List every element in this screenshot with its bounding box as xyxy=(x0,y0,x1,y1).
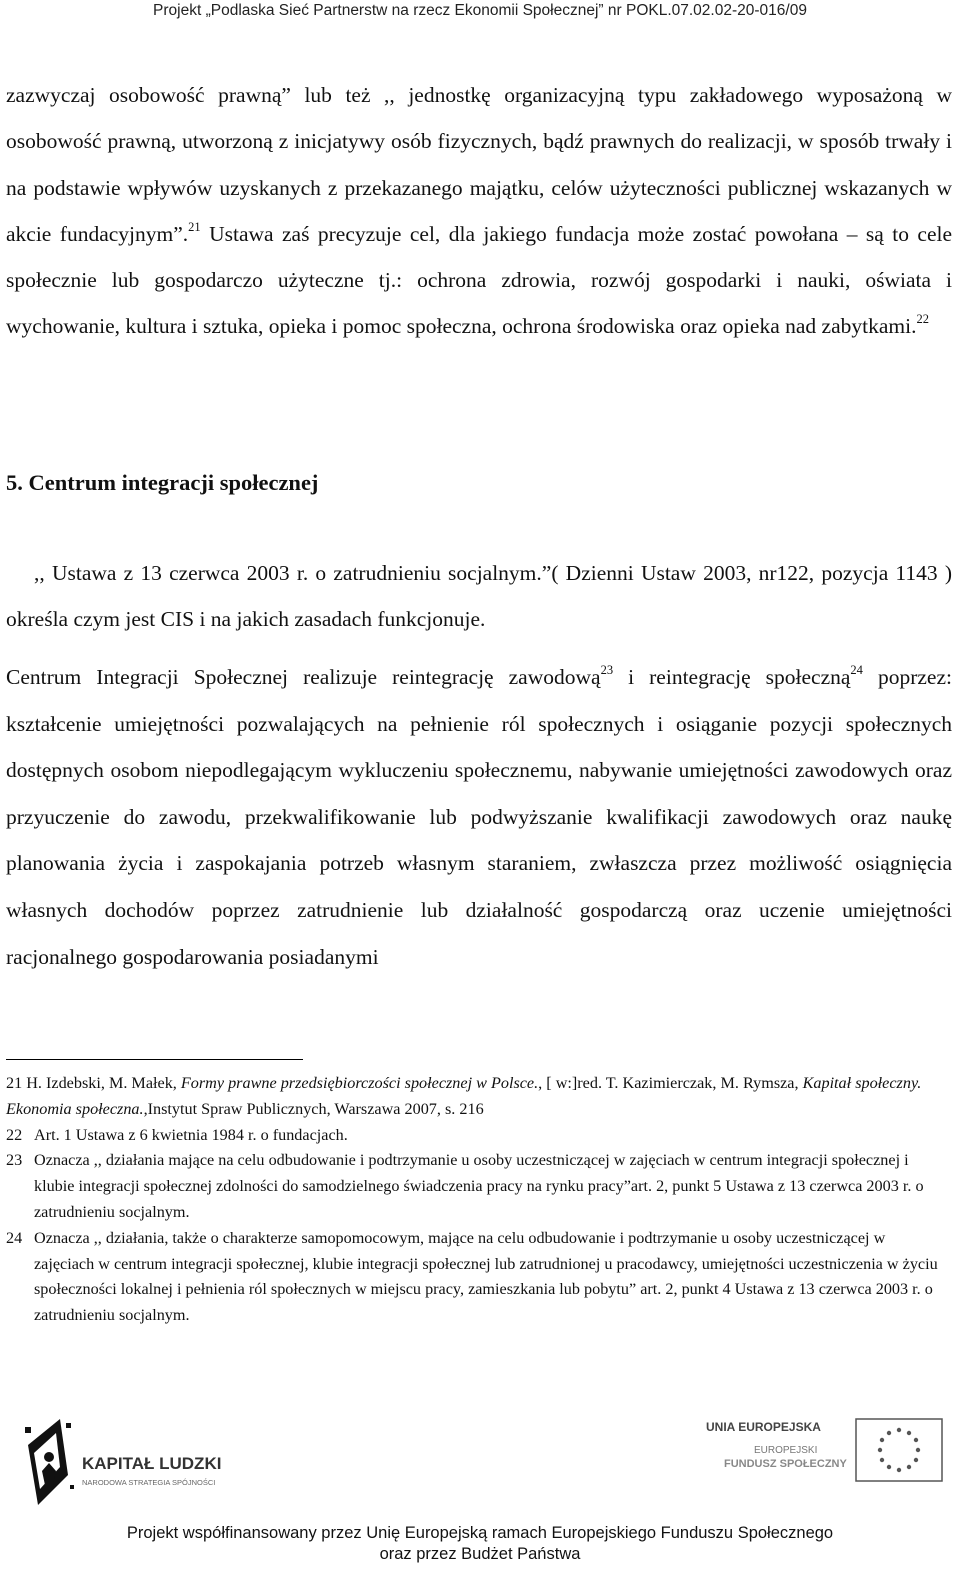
page-header: Projekt „Podlaska Sieć Partnerstw na rzecz Ekonomii Społecznej” nr POKL.07.02.02-20-016/09 xyxy=(153,2,807,19)
footnote-ref-23: 23 xyxy=(600,663,614,677)
footer-line-2: oraz przez Budżet Państwa xyxy=(379,1545,581,1563)
footnote-text: 21 H. Izdebski, M. Małek, xyxy=(6,1074,181,1092)
footnote-divider xyxy=(6,1059,303,1060)
footnote-text: , [ w:]red. T. Kazimierczak, M. Rymsza, xyxy=(538,1074,803,1092)
footnote-text: Art. 1 Ustawa z 6 kwietnia 1984 r. o fundacjach. xyxy=(34,1125,348,1144)
eu-logo-line1: UNIA EUROPEJSKA xyxy=(706,1420,821,1434)
footnote-ref-24: 24 xyxy=(850,663,863,677)
footnote-text: Oznacza ,, działania, także o charakterze samopomocowym, mające na celu odbudowanie i podtrzymanie u osoby uczestniczącej w zajęciach w centrum integracji społecznej, klubie integracji społecznej lub zatrudnionej u pracodawcy, umiejętności uczestniczenia w życiu społeczności lokalnej i pełnienia ról społecznych w miejscu pracy, zamieszkania lub pobytu” art. 2, punkt 4 Ustawa z 13 czerwca 2003 r. o zatrudnieniu socjalnym. xyxy=(34,1228,938,1325)
footnote-text: Oznacza ,, działania mające na celu odbudowanie i podtrzymanie u osoby uczestniczącej w zajęciach w centrum integracji społecznej i klubie integracji społecznej zdolności do samodzielnego świadczenia pracy na rynku pracy”art. 2, punkt 5 Ustawa z 13 czerwca 2003 r. o zatrudnieniu socjalnym. xyxy=(34,1151,924,1221)
footnote-21 xyxy=(6,1071,946,1123)
footer-line-1: Projekt współfinansowany przez Unię Europejską ramach Europejskiego Funduszu Społecznego xyxy=(126,1524,834,1542)
footnote-number: 23 xyxy=(6,1151,23,1170)
paragraph-text: ,, Ustawa z 13 czerwca 2003 r. o zatrudnieniu socjalnym.”( Dzienni Ustaw 2003, nr122, pozycja 1143 ) określa czym jest CIS i na jakich zasadach funkcjonuje. xyxy=(6,561,952,631)
paragraph-text: i reintegrację społeczną xyxy=(613,665,851,689)
paragraph-text: zazwyczaj osobowość prawną” lub też ,, jednostkę organizacyjną typu zakładowego wyposażoną w osobowość prawną, utworzoną z inicjatywy osób fizycznych, bądź prawnych do realizacji, w sposób trwały i na podstawie wpływów uzyskanych z przekazanego majątku, celów użyteczności publicznej wskazanych w akcie fundacyjnym”. xyxy=(6,83,952,246)
footnote-ref-21: 21 xyxy=(188,219,201,234)
kapital-ludzki-logo xyxy=(20,1415,250,1515)
logo-title: KAPITAŁ LUDZKI xyxy=(82,1454,222,1473)
kapital-ludzki-emblem-icon xyxy=(20,1415,250,1515)
paragraph-cis-reintegration xyxy=(6,654,952,980)
section-heading: 5. Centrum integracji społecznej xyxy=(6,470,319,495)
paragraph-cis-law xyxy=(6,550,952,642)
paragraph-foundations xyxy=(6,72,952,350)
footnote-text: ,Instytut Spraw Publicznych, Warszawa 2007, s. 216 xyxy=(143,1099,484,1118)
footnote-ref-22: 22 xyxy=(916,312,929,327)
footnote-number: 22 xyxy=(6,1125,23,1144)
footnote-title: Kapitał społeczny. Ekonomia społeczna. xyxy=(6,1074,922,1118)
eu-logo-line2: EUROPEJSKI xyxy=(754,1445,818,1456)
footnote-22 xyxy=(6,1123,946,1149)
paragraph-text: Ustawa zaś precyzuje cel, dla jakiego fundacja może zostać powołana – są to cele społecznie lub gospodarczo użyteczne tj.: ochrona zdrowia, rozwój gospodarki i nauki, oświata i wychowanie, kultura i sztuka, opieka i pomoc społeczna, ochrona środowiska oraz opieka nad zabytkami. xyxy=(6,221,953,339)
eu-logo-line3: FUNDUSZ SPOŁECZNY xyxy=(724,1458,847,1470)
footnotes-section xyxy=(6,1071,946,1329)
paragraph-text: poprzez: kształcenie umiejętności pozwalających na pełnienie ról społecznych i osiąganie pozycji społecznych dostępnych osobom niepodlegającym wykluczeniu społecznemu, nabywanie umiejętności zawodowych oraz przyuczenie do zawodu, przekwalifikowanie lub podwyższanie kwalifikacji zawodowych oraz naukę planowania życia i zaspokajania potrzeb własnym staraniem, zwłaszcza przez możliwość osiągnięcia własnych dochodów poprzez zatrudnienie lub działalność gospodarczą oraz uczenie umiejętności racjonalnego gospodarowania posiadanymi xyxy=(6,665,952,969)
footnote-24 xyxy=(6,1226,946,1329)
page-footer xyxy=(0,1523,960,1565)
footnote-title: Formy prawne przedsiębiorczości społecznej w Polsce. xyxy=(180,1074,539,1092)
logo-subtitle: NARODOWA STRATEGIA SPÓJNOŚCI xyxy=(82,1478,216,1487)
paragraph-text: Centrum Integracji Społecznej realizuje reintegrację zawodową xyxy=(6,665,601,689)
eu-flag-icon xyxy=(694,1417,948,1497)
footnote-number: 24 xyxy=(6,1228,23,1247)
eu-fund-logo xyxy=(694,1417,948,1497)
footnote-23 xyxy=(6,1148,946,1225)
